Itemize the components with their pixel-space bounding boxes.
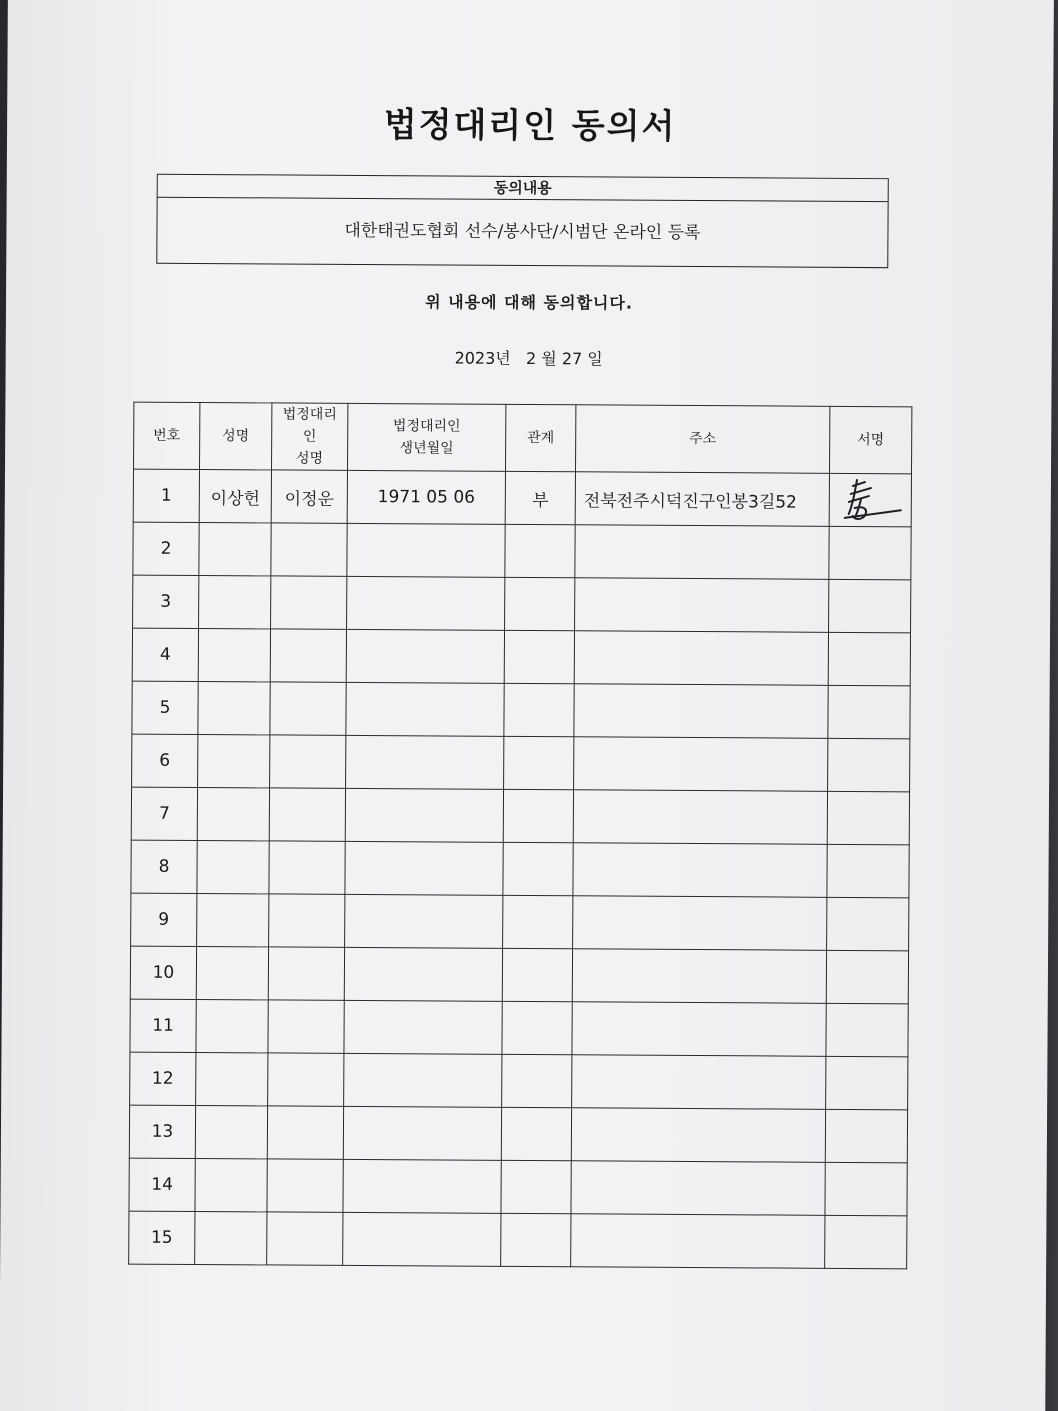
signature-cell [827, 897, 909, 950]
guardian-birthdate-cell [344, 1053, 502, 1107]
row-number-cell: 10 [130, 946, 196, 999]
signature-cell [825, 1215, 907, 1268]
row-number-cell: 13 [129, 1105, 195, 1158]
table-row [133, 575, 911, 633]
guardian-name-cell [268, 947, 344, 1000]
relation-cell [502, 1054, 572, 1107]
address-cell [575, 578, 829, 633]
student-name-cell [196, 1052, 268, 1105]
document-title: 법정대리인 동의서 [383, 105, 677, 147]
guardian-birthdate-cell [344, 947, 502, 1001]
student-name-cell [197, 893, 269, 946]
guardian-birthdate-cell [344, 1000, 502, 1054]
row-number-cell: 1 [133, 469, 199, 522]
student-name-cell [198, 628, 270, 681]
guardian-birthdate-cell [345, 841, 503, 895]
guardian-birthdate-cell [346, 735, 504, 789]
guardian-name-cell [270, 629, 346, 682]
relation-cell [501, 1107, 571, 1160]
agreement-statement: 위 내용에 대해 동의합니다. [425, 292, 633, 313]
relation-cell [504, 630, 574, 683]
guardian-name-cell [267, 1212, 343, 1265]
guardian-birthdate-cell [346, 629, 504, 683]
relation-cell [504, 736, 574, 789]
row-number-cell: 2 [133, 522, 199, 575]
row-number-cell: 6 [132, 734, 198, 787]
address-cell [572, 1055, 826, 1110]
relation-cell [505, 524, 575, 577]
student-name-cell [198, 734, 270, 787]
guardian-name-cell [267, 1159, 343, 1212]
student-name-cell [195, 1105, 267, 1158]
table-row [132, 681, 910, 739]
guardian-birthdate-cell [343, 1212, 501, 1266]
row-number-cell: 5 [132, 681, 198, 734]
header-address: 주소 [575, 405, 829, 474]
row-number-cell: 4 [132, 628, 198, 681]
student-name-cell [196, 946, 268, 999]
table-row [131, 893, 909, 951]
signature-cell [829, 473, 911, 526]
signature-cell [827, 791, 909, 844]
student-name-cell [197, 840, 269, 893]
guardian-name-cell [270, 735, 346, 788]
guardian-birthdate-cell: 1971 05 06 [347, 470, 505, 524]
table-row [132, 628, 910, 686]
table-row [131, 840, 909, 898]
address-cell [571, 1214, 825, 1269]
relation-cell [505, 577, 575, 630]
guardian-birthdate-cell [346, 682, 504, 736]
address-cell [572, 1002, 826, 1057]
table-row [132, 734, 910, 792]
student-name-cell [195, 1211, 267, 1264]
student-name-cell [195, 1158, 267, 1211]
address-cell [571, 1108, 825, 1163]
guardian-birthdate-cell [347, 576, 505, 630]
guardian-name-cell [269, 788, 345, 841]
guardian-birthdate-cell [345, 894, 503, 948]
header-number: 번호 [134, 402, 200, 469]
header-relation: 관계 [505, 404, 575, 471]
address-cell: 전북전주시덕진구인봉3길52 [575, 472, 829, 527]
table-row [129, 1211, 907, 1269]
table-row [130, 1052, 908, 1110]
guardian-name-cell [271, 523, 347, 576]
address-cell [575, 525, 829, 580]
signature-cell [826, 1056, 908, 1110]
signature-cell [825, 1162, 907, 1215]
relation-cell [503, 842, 573, 895]
student-name-cell [199, 522, 271, 575]
address-cell [571, 1161, 825, 1216]
table-row [130, 946, 908, 1004]
relation-cell [503, 789, 573, 842]
table-row [129, 1105, 907, 1163]
address-cell [574, 684, 828, 739]
table-row [131, 787, 909, 845]
student-name-cell: 이상헌 [199, 469, 271, 522]
student-name-cell [198, 681, 270, 734]
row-number-cell: 14 [129, 1158, 195, 1211]
guardian-name-cell [268, 1000, 344, 1053]
guardian-birthdate-cell [343, 1159, 501, 1213]
table-header-row [134, 402, 912, 474]
row-number-cell: 8 [131, 840, 197, 893]
consent-date: 2023년 2 월 27 일 [454, 348, 603, 369]
relation-cell [503, 895, 573, 948]
header-signature: 서명 [829, 406, 911, 473]
guardian-birthdate-cell [347, 523, 505, 577]
guardian-name-cell [268, 1053, 344, 1106]
guardian-roster-table [128, 402, 912, 1270]
handwritten-signature [834, 476, 906, 524]
row-number-cell: 9 [131, 893, 197, 946]
guardian-name-cell: 이정운 [271, 470, 347, 523]
header-name: 성명 [200, 402, 272, 469]
consent-content-box [156, 174, 889, 268]
row-number-cell: 3 [133, 575, 199, 628]
consent-content-text: 대한태권도협회 선수/봉사단/시범단 온라인 등록 [344, 220, 701, 244]
signature-cell [829, 526, 911, 579]
student-name-cell [197, 787, 269, 840]
table-row [129, 1158, 907, 1216]
table-row [130, 999, 908, 1057]
consent-content-header: 동의내용 [158, 175, 888, 202]
guardian-name-cell [267, 1106, 343, 1159]
relation-cell [504, 683, 574, 736]
relation-cell: 부 [505, 471, 575, 524]
signature-cell [829, 579, 911, 632]
signature-cell [828, 738, 910, 791]
guardian-birthdate-cell [343, 1106, 501, 1160]
address-cell [572, 949, 826, 1004]
row-number-cell: 11 [130, 999, 196, 1052]
table-row [133, 469, 911, 527]
signature-cell [826, 1003, 908, 1056]
row-number-cell: 12 [130, 1052, 196, 1105]
relation-cell [501, 1160, 571, 1213]
guardian-name-cell [271, 576, 347, 629]
signature-cell [826, 950, 908, 1003]
guardian-name-cell [269, 841, 345, 894]
signature-cell [827, 844, 909, 897]
row-number-cell: 15 [129, 1211, 195, 1264]
relation-cell [501, 1213, 571, 1266]
header-guardian-name: 법정대리 인 성명 [272, 403, 348, 470]
address-cell [573, 843, 827, 898]
guardian-birthdate-cell [345, 788, 503, 842]
signature-cell [828, 685, 910, 738]
address-cell [574, 737, 828, 792]
address-cell [573, 790, 827, 845]
student-name-cell [196, 999, 268, 1052]
address-cell [574, 631, 828, 686]
table-row [133, 522, 911, 580]
guardian-name-cell [270, 682, 346, 735]
address-cell [573, 896, 827, 951]
signature-cell [828, 632, 910, 685]
relation-cell [502, 948, 572, 1001]
header-guardian-birthdate: 법정대리인 생년월일 [348, 403, 506, 471]
row-number-cell: 7 [131, 787, 197, 840]
signature-cell [825, 1109, 907, 1163]
guardian-name-cell [269, 894, 345, 947]
relation-cell [502, 1001, 572, 1054]
student-name-cell [199, 575, 271, 628]
